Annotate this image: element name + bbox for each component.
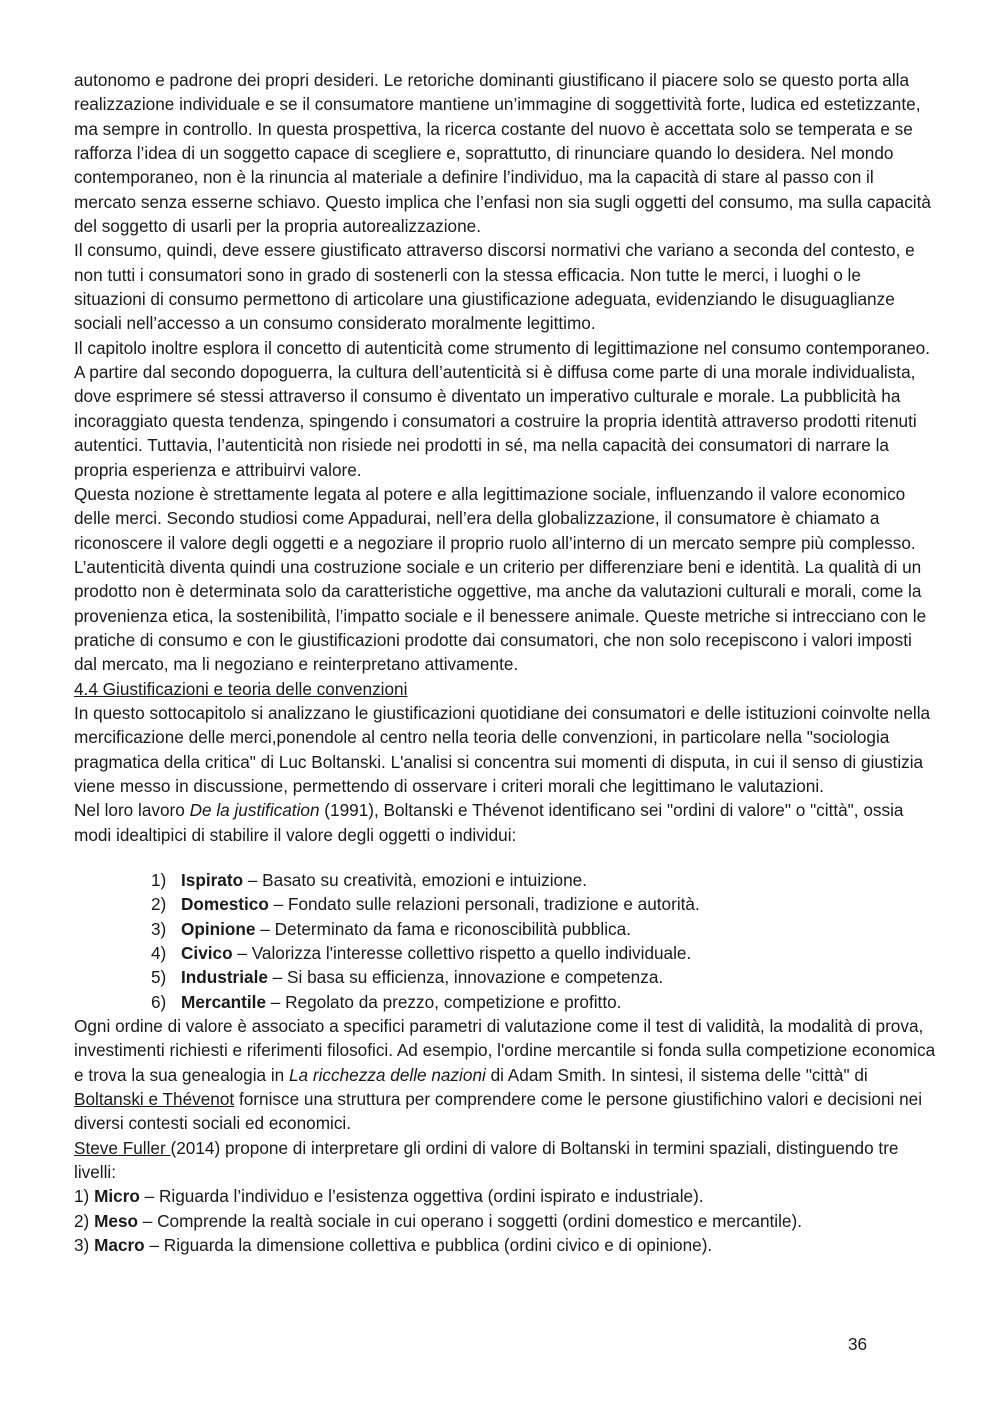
list-item (74, 1184, 936, 1208)
list-number: 3) (74, 1235, 95, 1256)
list-number: 6) (151, 991, 167, 1012)
list-term: Industriale (181, 967, 268, 988)
document-page (74, 68, 936, 1258)
list-term: Micro (94, 1186, 140, 1207)
boltanski-thevenot-link[interactable]: Boltanski e Thévenot (74, 1089, 235, 1110)
list-term: Mercantile (181, 991, 267, 1012)
paragraph-consumption-justification: Il consumo, quindi, deve essere giustificato attraverso discorsi normativi che variano a seconda del contesto, e non tutti i consumatori sono in grado di sostenerli con la stessa efficacia. Non tutte le merci, i luoghi o le situazioni di consumo permettono di articolare una giustificazione adeguata, evidenziando le disuguaglianze sociali nell’accesso a un consumo considerato moralmente legittimo. (74, 240, 915, 334)
list-term: Civico (181, 943, 233, 964)
list-desc: – Riguarda la dimensione collettiva e pubblica (ordini civico e di opinione). (144, 1235, 713, 1256)
list-term: Meso (94, 1210, 138, 1231)
list-desc: – Fondato sulle relazioni personali, tradizione e autorità. (268, 894, 700, 915)
paragraph-authenticity: Il capitolo inoltre esplora il concetto di autenticità come strumento di legittimazione nel consumo contemporaneo. A partire dal secondo dopoguerra, la cultura dell’autenticità si è diffusa come parte di una morale individualista, dove esprimere sé stessi attraverso il consumo è diventato un imperativo culturale e morale. La pubblicità ha incoraggiato questa tendenza, spingendo i consumatori a costruire la propria identità attraverso prodotti ritenuti autentici. Tuttavia, l’autenticità non risiede nei prodotti in sé, ma nella capacità dei consumatori di narrare la propria esperienza e attribuirvi valore. (74, 337, 931, 480)
list-item (74, 892, 936, 916)
list-term: Domestico (181, 894, 269, 915)
list-desc: – Determinato da fama e riconoscibilità pubblica. (255, 918, 631, 939)
list-desc: – Comprende la realtà sociale in cui operano i soggetti (ordini domestico e mercantile). (138, 1210, 802, 1231)
list-desc: – Riguarda l’individuo e l’esistenza oggettiva (ordini ispirato e industriale). (139, 1186, 704, 1207)
steve-fuller-link[interactable]: Steve Fuller (74, 1137, 171, 1158)
paragraph-order-parameters (74, 1014, 936, 1136)
list-term: Macro (94, 1235, 145, 1256)
section-heading: 4.4 Giustificazioni e teoria delle convenzioni (74, 678, 408, 699)
text-run: Nel loro lavoro (74, 800, 190, 821)
page-number: 36 (848, 1334, 868, 1354)
list-number: 2) (74, 1210, 95, 1231)
list-desc: – Valorizza l'interesse collettivo rispetto a quello individuale. (232, 943, 692, 964)
text-run: fornisce una struttura per comprendere come le persone giustifichino valori e decisioni nei diversi contesti sociali ed economici. (74, 1089, 923, 1134)
paragraph-legitimation: Questa nozione è strettamente legata al potere e alla legittimazione sociale, influenzando il valore economico delle merci. Secondo studiosi come Appadurai, nell’era della globalizzazione, il consumatore è chiamato a riconoscere il valore degli oggetti e a negoziare il proprio ruolo all’interno di un mercato sempre più complesso. L’autenticità diventa quindi una costruzione sociale e un criterio per differenziare beni e identità. La qualità di un prodotto non è determinata solo da caratteristiche oggettive, ma anche da valutazioni culturali e morali, come la provenienza etica, la sostenibilità, l’impatto sociale e il benessere animale. Queste metriche si intrecciano con le pratiche di consumo e con le giustificazioni prodotte dai consumatori, che non solo recepiscono i valori imposti dal mercato, ma li negoziano e reinterpretano attivamente. (74, 483, 927, 675)
orders-of-worth-list (74, 868, 936, 1014)
list-item (74, 965, 936, 989)
list-item (74, 1209, 936, 1233)
paragraph-consumer-autonomy: autonomo e padrone dei propri desideri. Le retoriche dominanti giustificano il piacere solo se questo porta alla realizzazione individuale e se il consumatore mantiene un’immagine di soggettività forte, ludica ed estetizzante, ma sempre in controllo. In questa prospettiva, la ricerca costante del nuovo è accettata solo se temperata e se rafforza l’idea di un soggetto capace di scegliere e, soprattutto, di rinunciare quando lo desidera. Nel mondo contemporaneo, non è la rinuncia al materiale a definire l’individuo, ma la capacità di stare al passo con il mercato senza esserne schiavo. Questo implica che l’enfasi non sia sugli oggetti del consumo, ma sulla capacità del soggetto di usarli per la propria autorealizzazione. (74, 70, 931, 237)
text-run: (2014) propone di interpretare gli ordini di valore di Boltanski in termini spaziali, distinguendo tre livelli: (74, 1137, 899, 1183)
list-item (74, 868, 936, 892)
list-item (74, 1233, 936, 1257)
book-title: De la justification (189, 800, 320, 821)
list-item (74, 990, 936, 1014)
text-run: (1991), Boltanski e Thévenot identificano sei "ordini di valore" o "città", ossia modi idealtipici di stabilire il valore degli oggetti o individui: (74, 800, 904, 845)
text-run: Ogni ordine di valore è associato a specifici parametri di valutazione come il test di validità, la modalità di prova, investimenti richiesti e riferimenti filosofici. Ad esempio, l'ordine mercantile si fonda sulla competizione economica e trova la sua genealogia in (74, 1016, 936, 1085)
list-number: 4) (151, 943, 167, 964)
list-number: 5) (151, 967, 167, 988)
paragraph-justification-work (74, 798, 936, 847)
spatial-levels-list (74, 1184, 936, 1257)
list-desc: – Regolato da prezzo, competizione e profitto. (266, 991, 622, 1012)
list-term: Ispirato (181, 870, 244, 890)
list-number: 2) (151, 894, 167, 915)
list-item (74, 941, 936, 965)
text-run: di Adam Smith. In sintesi, il sistema delle "città" di (485, 1064, 868, 1085)
list-number: 3) (151, 918, 167, 939)
list-desc: – Si basa su efficienza, innovazione e competenza. (267, 967, 664, 988)
list-term: Opinione (181, 918, 256, 939)
list-item (74, 917, 936, 941)
list-number: 1) (151, 870, 167, 890)
paragraph-fuller (74, 1136, 936, 1185)
book-title: La ricchezza delle nazioni (289, 1064, 486, 1085)
list-desc: – Basato su creatività, emozioni e intuizione. (243, 870, 588, 890)
list-number: 1) (74, 1186, 95, 1207)
paragraph-convention-theory: In questo sottocapitolo si analizzano le giustificazioni quotidiane dei consumatori e delle istituzioni coinvolte nella mercificazione delle merci,ponendole al centro nella teoria delle convenzioni, in particolare nella "sociologia pragmatica della critica" di Luc Boltanski. L'analisi si concentra sui momenti di disputa, in cui il senso di giustizia viene messo in discussione, permettendo di osservare i criteri morali che legittimano le valutazioni. (74, 702, 931, 796)
